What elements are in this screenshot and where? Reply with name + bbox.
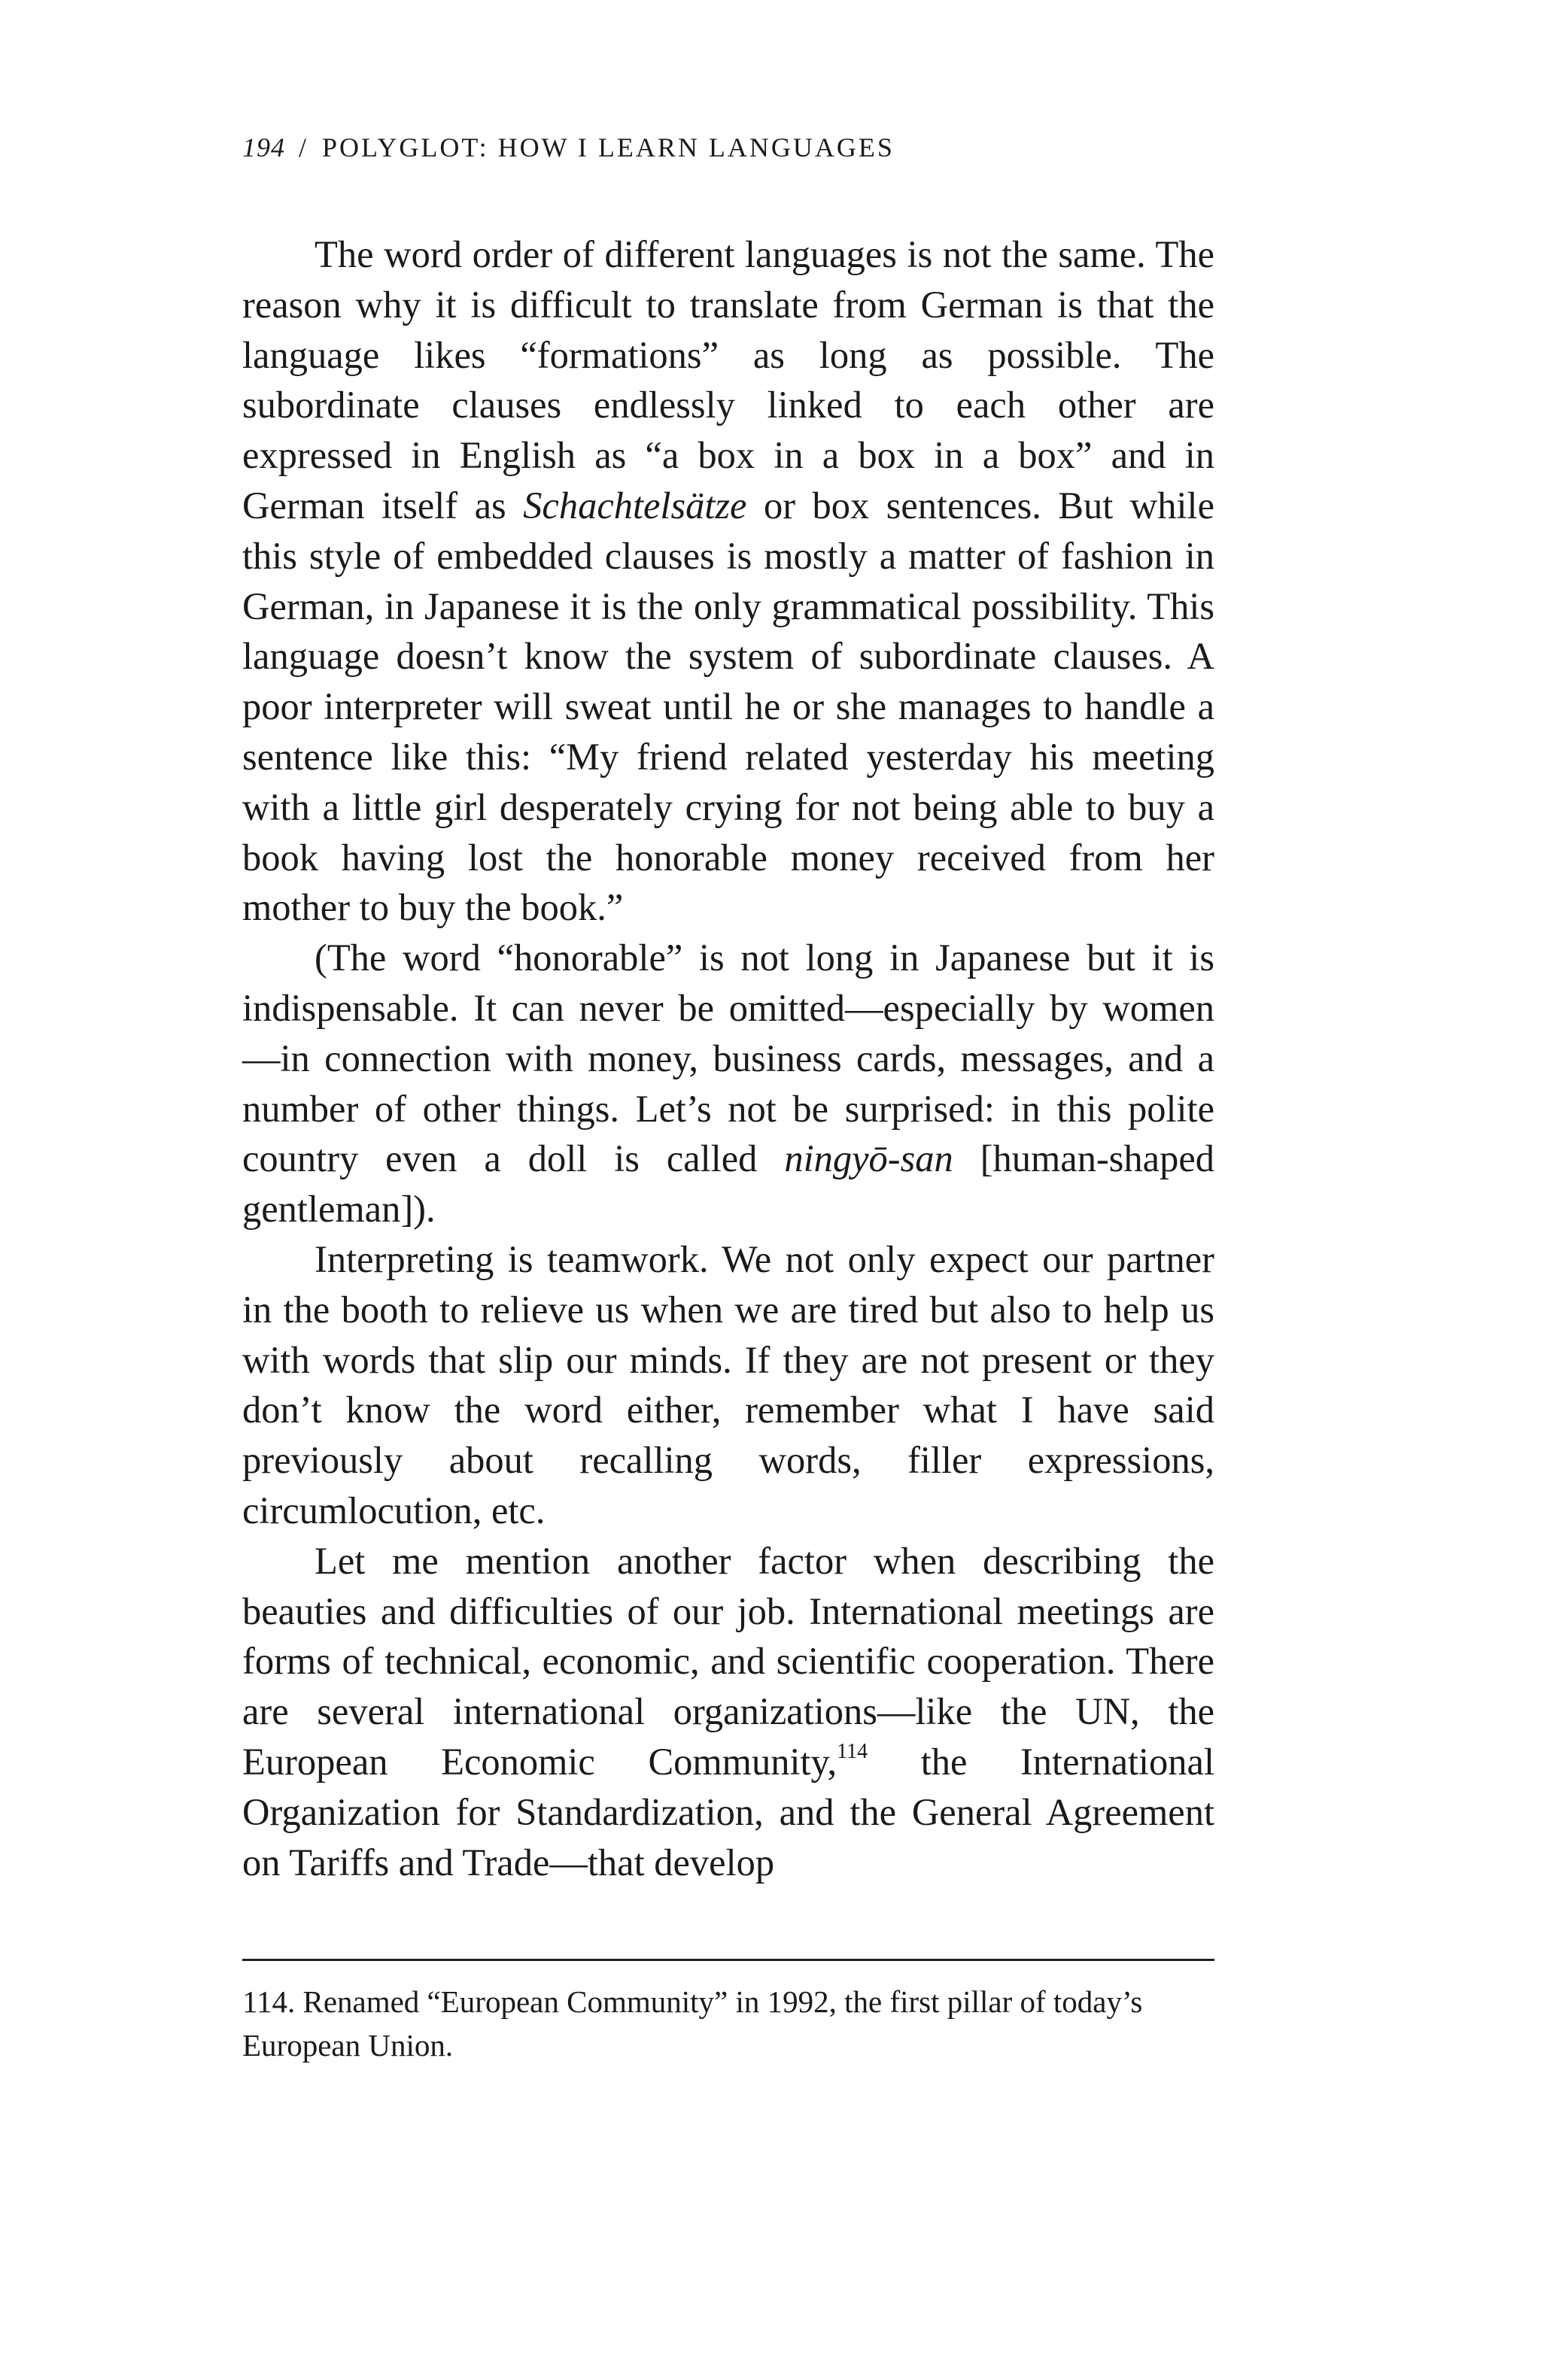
- paragraph: [242, 229, 1214, 933]
- footnote: 114. Renamed “European Community” in 1992, the first pillar of today’s European Union.: [242, 1984, 1143, 2063]
- paragraph-text: or box sentences. But while this style of embedded clauses is mostly a matter of fashion in German, in Japanese it is the only grammatical possibility. This language doesn’t know the system of subordinate clauses. A poor interpreter will sweat until he or she manages to handle a sentence like this: “My friend related yesterday his meeting with a little girl desperately crying for not being able to buy a book having lost the honorable money received from her mother to buy the book.”: [242, 484, 1214, 929]
- running-head: [242, 134, 895, 161]
- paragraph: [242, 1536, 1214, 1888]
- paragraph-text: The word order of different languages is not the same. The reason why it is difficult to translate from German is that the language likes “formations” as long as possible. The subordinate clauses endlessly linked to each other are expressed in English as “a box in a box in a box” and in German itself as: [242, 233, 1214, 527]
- italic-term: Schachtelsätze: [523, 484, 747, 527]
- paragraph-text: [human-shaped gentleman]).: [242, 1137, 1214, 1231]
- body-text: [242, 229, 1214, 1887]
- paragraph: [242, 933, 1214, 1234]
- page-number: 194: [242, 132, 285, 162]
- italic-term: ningyō-san: [784, 1137, 953, 1180]
- paragraph: Interpreting is teamwork. We not only expect our partner in the booth to relieve us when we are tired but also to help us with words that slip our minds. If they are not present or they don’t know the word either, remember what I have said previously about recalling words, filler expressions, circumlocution, etc.: [242, 1237, 1214, 1532]
- footnote-rule: [242, 1959, 1214, 1961]
- footnote-reference[interactable]: 114: [837, 1739, 868, 1763]
- header-separator: /: [299, 132, 309, 162]
- running-title: POLYGLOT: HOW I LEARN LANGUAGES: [322, 132, 895, 162]
- paragraph-text: the International Organization for Standardization, and the General Agreement on Tariffs and Trade—that develop: [242, 1740, 1214, 1884]
- paragraph-text: Let me mention another factor when describing the beauties and difficulties of our job. International meetings are forms of technical, economic, and scientific cooperation. There are several international organizations—like the UN, the European Economic Community,: [242, 1539, 1214, 1783]
- paragraph-text: (The word “honorable” is not long in Japanese but it is indispensable. It can never be omitted—especially by women—in connection with money, business cards, messages, and a number of other things. Let’s not be surprised: in this polite country even a doll is called: [242, 937, 1214, 1180]
